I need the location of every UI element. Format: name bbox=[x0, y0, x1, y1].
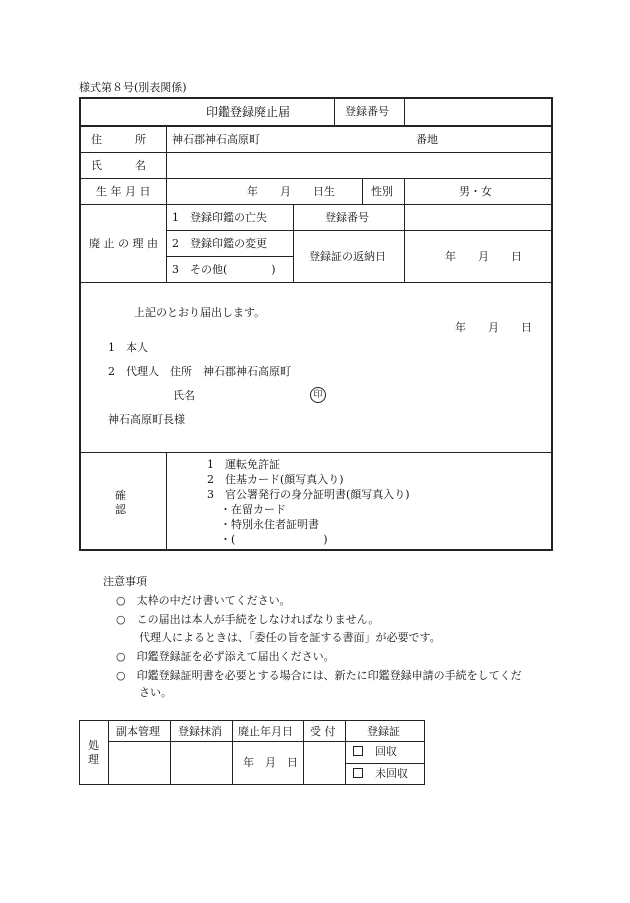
note-4-cont: さい。 bbox=[139, 686, 172, 699]
proc-col-5 bbox=[345, 720, 346, 785]
proc-status-row bbox=[345, 763, 425, 764]
proc-header-card: 登録証 bbox=[367, 725, 400, 738]
return-date-label: 登録証の返納日 bbox=[309, 250, 386, 263]
reason-option-1: 1 登録印鑑の亡失 bbox=[172, 211, 267, 224]
note-3: ○ 印鑑登録証を必ず添えて届出ください。 bbox=[116, 650, 335, 663]
declaration-text: 上記のとおり届出します。 bbox=[134, 306, 266, 319]
confirm-item-3: 3 官公署発行の身分証明書(顔写真入り) bbox=[207, 488, 410, 501]
reason-row-2 bbox=[166, 256, 294, 257]
declaration-date: 年 月 日 bbox=[455, 321, 532, 334]
frame-bottom bbox=[79, 549, 553, 551]
note-4: ○ 印鑑登録証明書を必要とする場合には、新たに印鑑登録申請の手続をしてくだ bbox=[116, 669, 522, 682]
proc-header-row bbox=[108, 741, 425, 742]
row-sep-declaration bbox=[79, 452, 553, 453]
reg-no-label: 登録番号 bbox=[345, 105, 389, 118]
not-collected-checkbox[interactable] bbox=[353, 768, 363, 778]
declarant-self: 1 本人 bbox=[108, 341, 148, 354]
reason-option-3: 3 その他( ) bbox=[172, 263, 276, 276]
note-1: ○ 太枠の中だけ書いてください。 bbox=[116, 594, 291, 607]
row-sep-address bbox=[79, 152, 553, 153]
confirm-label-1: 確 bbox=[115, 489, 126, 502]
proc-header-received: 受 付 bbox=[310, 725, 336, 738]
proc-col-4 bbox=[303, 720, 304, 785]
proc-header-date: 廃止年月日 bbox=[238, 725, 293, 738]
proc-label-1: 処 bbox=[88, 739, 99, 752]
frame-right bbox=[551, 97, 553, 551]
note-2: ○ この届出は本人が手続をしなければなりません。 bbox=[116, 613, 380, 626]
reason-label: 廃 止 の 理 由 bbox=[89, 237, 158, 250]
collected-checkbox[interactable] bbox=[353, 746, 363, 756]
proc-left bbox=[79, 720, 80, 785]
row-sep-name bbox=[79, 178, 553, 179]
row-sep-reason bbox=[79, 282, 553, 283]
dob-col-2 bbox=[404, 178, 405, 205]
proc-col-2 bbox=[170, 720, 171, 785]
name-label: 氏 名 bbox=[91, 159, 146, 172]
form-number: 様式第８号(別表関係) bbox=[79, 81, 187, 94]
addressee: 神石高原町長様 bbox=[108, 413, 185, 426]
proc-col-1 bbox=[108, 720, 109, 785]
agent-name-label: 氏名 bbox=[173, 389, 195, 402]
sex-label: 性別 bbox=[371, 185, 393, 198]
title-row-separator bbox=[79, 125, 553, 127]
not-collected-label: 未回収 bbox=[375, 767, 408, 780]
note-2-cont: 代理人によるときは、「委任の旨を証する書面」が必要です。 bbox=[139, 631, 441, 644]
label-col-line bbox=[166, 126, 167, 283]
reason-option-2: 2 登録印鑑の変更 bbox=[172, 237, 267, 250]
reason-col-1 bbox=[293, 204, 294, 283]
proc-col-3 bbox=[232, 720, 233, 785]
seal-mark: 印 bbox=[310, 387, 326, 403]
confirm-item-1: 1 運転免許証 bbox=[207, 458, 280, 471]
collected-label: 回収 bbox=[375, 745, 397, 758]
proc-top bbox=[79, 720, 425, 721]
proc-header-copy: 副本管理 bbox=[116, 725, 160, 738]
reason-reg-no-label: 登録番号 bbox=[325, 211, 369, 224]
frame-top bbox=[79, 97, 553, 99]
proc-header-erase: 登録抹消 bbox=[178, 725, 222, 738]
confirm-item-4: ・在留カード bbox=[220, 503, 286, 516]
reason-row-1 bbox=[166, 230, 553, 231]
dob-value: 年 月 日生 bbox=[247, 185, 335, 198]
confirm-label-col-line bbox=[166, 452, 167, 550]
confirm-item-2: 2 住基カード(顔写真入り) bbox=[207, 473, 344, 486]
address-value: 神石郡神石高原町 bbox=[172, 133, 260, 146]
confirm-item-6: ・( ) bbox=[220, 533, 328, 546]
row-sep-dob bbox=[79, 204, 553, 205]
frame-left bbox=[79, 97, 81, 551]
address-label: 住 所 bbox=[91, 133, 146, 146]
address-suffix: 番地 bbox=[416, 133, 438, 146]
reason-col-2 bbox=[404, 204, 405, 283]
proc-date-value: 年 月 日 bbox=[243, 756, 298, 769]
dob-col-1 bbox=[362, 178, 363, 205]
declarant-agent: 2 代理人 住所 神石郡神石高原町 bbox=[108, 365, 291, 378]
dob-label: 生 年 月 日 bbox=[96, 185, 151, 198]
form-title: 印鑑登録廃止届 bbox=[206, 105, 291, 119]
confirm-item-5: ・特別永住者証明書 bbox=[220, 518, 319, 531]
title-col-2 bbox=[404, 97, 405, 126]
sex-value: 男・女 bbox=[459, 185, 492, 198]
return-date-value: 年 月 日 bbox=[445, 250, 522, 263]
notes-heading: 注意事項 bbox=[103, 575, 147, 588]
proc-bottom bbox=[79, 784, 425, 785]
confirm-label-2: 認 bbox=[115, 503, 126, 516]
proc-label-2: 理 bbox=[88, 753, 99, 766]
title-col-1 bbox=[334, 97, 335, 126]
proc-right bbox=[424, 720, 425, 785]
